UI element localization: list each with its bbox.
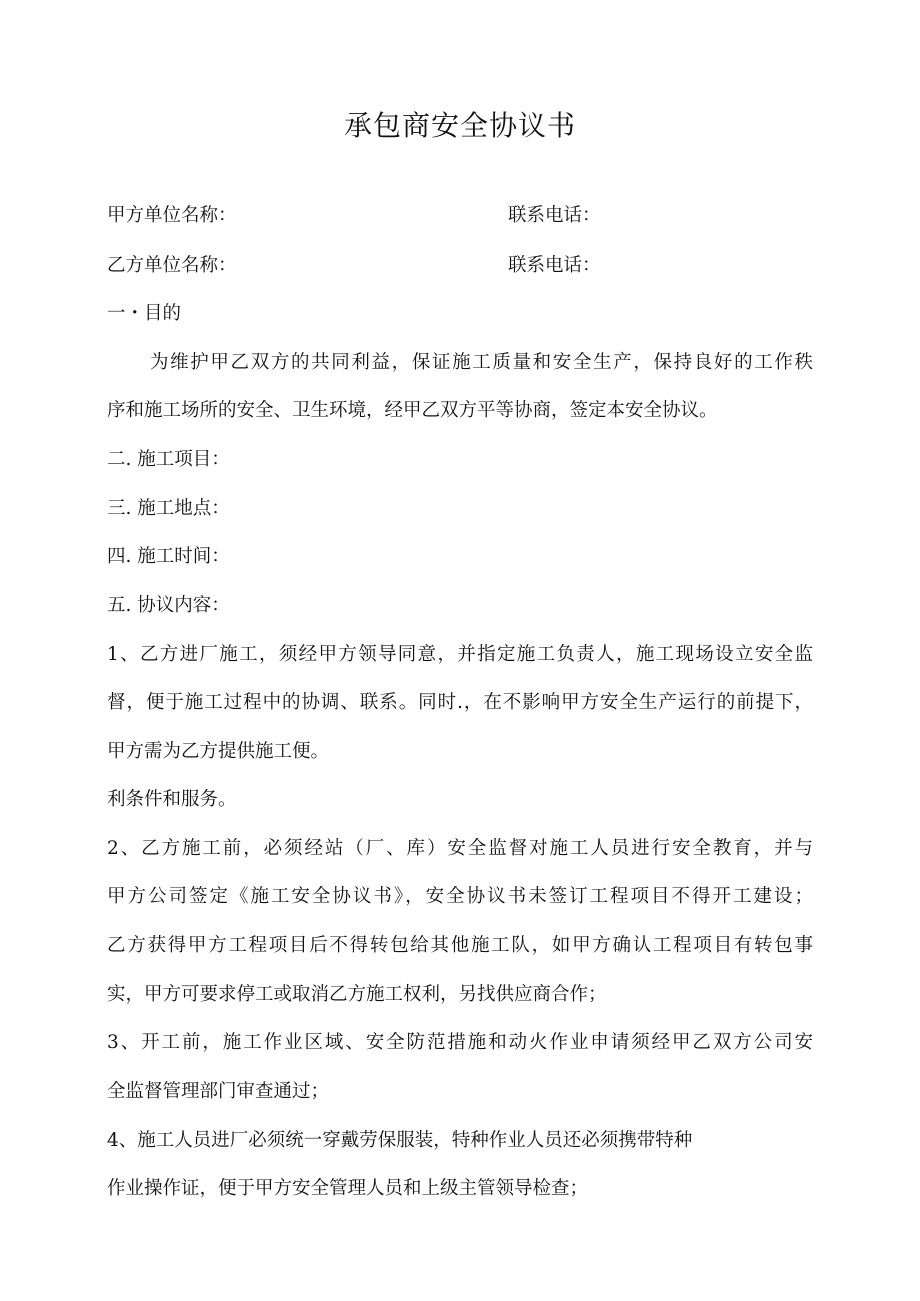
party-b-name-label: 乙方单位名称： <box>107 255 237 276</box>
clause-2-line: 乙方获得甲方工程项目后不得转包给其他施工队，如甲方确认工程项目有转包事 <box>107 935 813 956</box>
clause-2-line: 甲方公司签定《施工安全协议书》，安全协议书未签订工程项目不得开工建设； <box>107 886 813 907</box>
clause-2-line: 2、乙方施工前，必须经站（厂、库）安全监督对施工人员进行安全教育，并与 <box>107 838 813 859</box>
clause-3-line: 全监督管理部门审查通过； <box>107 1081 330 1102</box>
clause-2-line: 实，甲方可要求停工或取消乙方施工权利，另找供应商合作； <box>107 984 607 1005</box>
clause-1-line: 甲方需为乙方提供施工便。 <box>107 741 330 762</box>
clause-4-line: 作业操作证，便于甲方安全管理人员和上级主管领导检查； <box>107 1178 589 1199</box>
clause-3-line: 3、开工前，施工作业区域、安全防范措施和动火作业申请须经甲乙双方公司安 <box>107 1032 813 1053</box>
clause-1-line: 督，便于施工过程中的协调、联系。同时.，在不影响甲方安全生产运行的前提下， <box>107 692 813 713</box>
clause-1-line: 利条件和服务。 <box>107 789 237 810</box>
purpose-paragraph-line: 序和施工场所的安全、卫生环境，经甲乙双方平等协商，签定本安全协议。 <box>107 400 718 421</box>
section-purpose-heading: 一・目的 <box>107 303 182 324</box>
section-time: 四. 施工时间： <box>107 546 230 567</box>
party-b-phone-label: 联系电话： <box>508 255 601 276</box>
purpose-paragraph-line: 为维护甲乙双方的共同利益，保证施工质量和安全生产，保持良好的工作秩 <box>150 352 813 373</box>
document-title: 承包商安全协议书 <box>343 109 576 142</box>
party-a-phone-label: 联系电话： <box>508 205 601 226</box>
section-content: 五. 协议内容： <box>107 595 230 616</box>
clause-1-line: 1、乙方进厂施工，须经甲方领导同意，并指定施工负责人，施工现场设立安全监 <box>107 644 813 665</box>
party-a-name-label: 甲方单位名称： <box>107 205 237 226</box>
section-project: 二. 施工项目： <box>107 449 230 470</box>
clause-4-line: 4、施工人员进厂必须统一穿戴劳保服装，特种作业人员还必须携带特种 <box>107 1130 693 1151</box>
section-location: 三. 施工地点： <box>107 498 230 519</box>
